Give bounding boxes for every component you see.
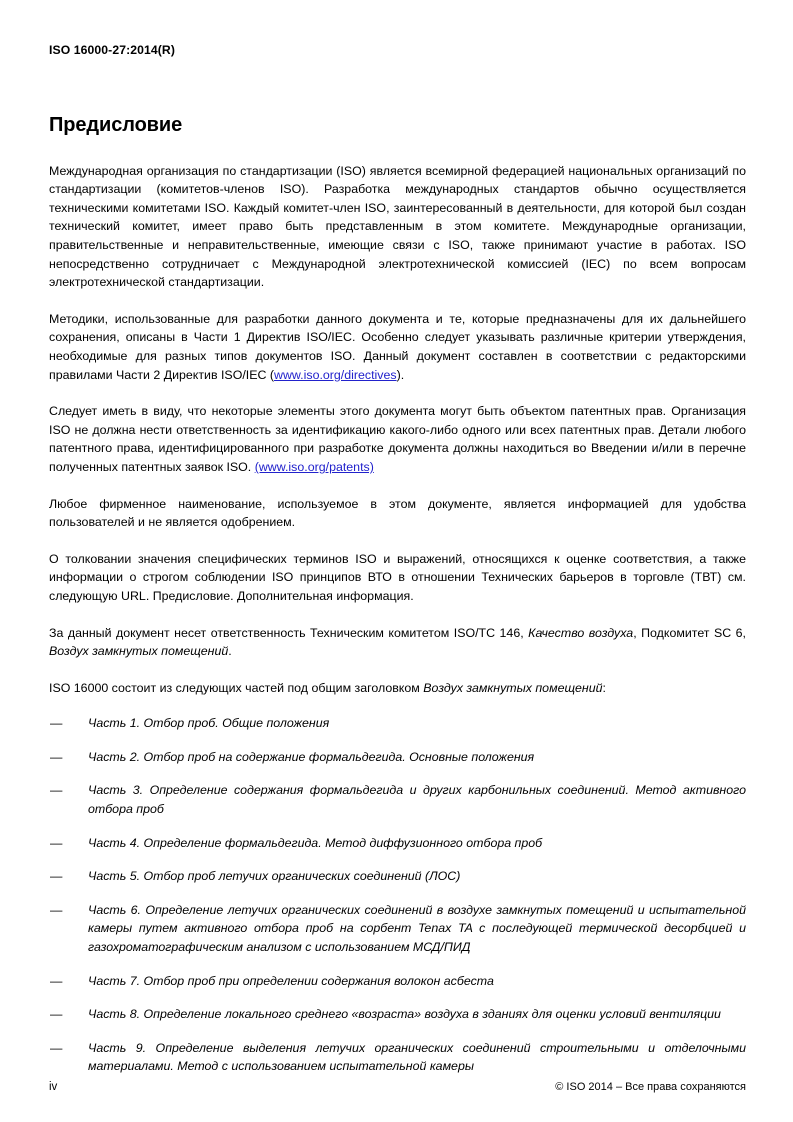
- paragraph-iso-description: Международная организация по стандартизации (ISO) является всемирной федерацией национальных организаций по стандартизации (комитетов-членов ISO). Разработка международных стандартов обычно осуществляется техническими комитетами ISO. Каждый комитет-член ISO, заинтересованный в деятельности, для которой был создан технический комитет, имеет право быть представленным в этом комитете. Международные организации, правительственные и неправительственные, имеющие связи с ISO, также принимают участие в работах. ISO непосредственно сотрудничает с Международной электротехнической комиссией (IEC) по всем вопросам электротехнической стандартизации.: [49, 163, 746, 290]
- title-spacer: [49, 137, 746, 162]
- page-title: Предисловие: [49, 113, 183, 136]
- list-item: [49, 1039, 746, 1076]
- list-item: [49, 714, 746, 733]
- committee-title-air-quality: Качество воздуха: [528, 625, 634, 640]
- list-item: [49, 1005, 746, 1024]
- em-dash-marker: —: [50, 1007, 63, 1022]
- paragraph-gap: [49, 292, 746, 310]
- parts-intro-colon: :: [602, 680, 606, 695]
- list-item-label: Часть 4. Определение формальдегида. Метод диффузионного отбора проб: [88, 835, 543, 850]
- em-dash-marker: —: [50, 869, 63, 884]
- list-item: [49, 748, 746, 767]
- list-item-label: Часть 3. Определение содержания формальдегида и других карбонильных соединений. Метод активного отбора проб: [88, 783, 746, 817]
- committee-title-indoor-air: Воздух замкнутых помещений: [49, 644, 229, 659]
- parts-intro-title: Воздух замкнутых помещений: [423, 680, 603, 695]
- paragraph-patents: [49, 402, 746, 476]
- copyright-notice: © ISO 2014 – Все права сохраняются: [555, 1081, 746, 1093]
- list-item-label: Часть 1. Отбор проб. Общие положения: [88, 716, 330, 731]
- page-content: [49, 0, 746, 1091]
- list-item-label: Часть 6. Определение летучих органических соединений в воздухе замкнутых помещений и испытательной камеры путем активного отбора проб на сорбент Tenax TA с последующей термической десорбцией и газохроматографическим анализом с использованием МСД/ПИД: [88, 902, 746, 955]
- paragraph-directives: [49, 310, 746, 384]
- paragraph-parts-intro: [49, 679, 746, 698]
- list-item: [49, 781, 746, 818]
- paragraph-gap: [49, 384, 746, 402]
- list-item: [49, 834, 746, 853]
- list-item-label: Часть 8. Определение локального среднего «возраста» воздуха в зданиях для оценки условий вентиляции: [88, 1007, 721, 1022]
- em-dash-marker: —: [50, 902, 63, 917]
- list-gap: [49, 697, 746, 714]
- paragraph-gap: [49, 532, 746, 550]
- em-dash-marker: —: [50, 973, 63, 988]
- link-iso-directives[interactable]: www.iso.org/directives: [274, 367, 397, 382]
- paragraph-trade-names: Любое фирменное наименование, используемое в этом документе, является информацией для удобства пользователей и не является одобрением.: [49, 496, 746, 530]
- paragraph-committee: [49, 624, 746, 661]
- committee-text-part2: , Подкомитет SC 6,: [633, 625, 746, 640]
- document-header: ISO 16000-27:2014(R): [49, 43, 175, 57]
- committee-text-part3: .: [228, 644, 232, 659]
- list-item-label: Часть 2. Отбор проб на содержание формальдегида. Основные положения: [88, 749, 535, 764]
- page-footer: [49, 1081, 746, 1093]
- em-dash-marker: —: [50, 1040, 63, 1055]
- list-item-label: Часть 7. Отбор проб при определении содержания волокон асбеста: [88, 973, 494, 988]
- paragraph-gap: [49, 477, 746, 495]
- em-dash-marker: —: [50, 716, 63, 731]
- em-dash-marker: —: [50, 749, 63, 764]
- em-dash-marker: —: [50, 835, 63, 850]
- em-dash-marker: —: [50, 783, 63, 798]
- paragraph-directives-text: Методики, использованные для разработки данного документа и те, которые предназначены для их дальнейшего сохранения, описаны в Части 1 Директив ISO/IEC. Особенно следует указывать различные критерии утверждения, необходимые для разных типов документов ISO. Данный документ составлен в соответствии с редакторскими правилами Части 2 Директив ISO/IEC (: [49, 311, 747, 382]
- list-item: [49, 867, 746, 886]
- list-item: [49, 972, 746, 991]
- paragraph-gap: [49, 606, 746, 624]
- paragraph-wto-tbt: О толковании значения специфических терминов ISO и выражений, относящихся к оценке соответствия, а также информации о строгом соблюдении ISO принципов ВТО в отношении Технических барьеров в торговле (ТВТ) см. следующую URL. Предисловие. Дополнительная информация.: [49, 551, 746, 603]
- page-number: iv: [49, 1081, 58, 1093]
- list-item-label: Часть 9. Определение выделения летучих органических соединений строительными и отделочными материалами. Метод с использованием испытательной камеры: [88, 1040, 746, 1074]
- list-item: [49, 901, 746, 957]
- committee-text-part1: За данный документ несет ответственность Техническим комитетом ISO/TC 146,: [49, 625, 529, 640]
- iso-parts-list: [49, 714, 746, 1076]
- parts-intro-text: ISO 16000 состоит из следующих частей под общим заголовком: [49, 680, 424, 695]
- paragraph-directives-tail: ).: [396, 367, 405, 382]
- link-iso-patents[interactable]: (www.iso.org/patents): [254, 459, 374, 474]
- list-item-label: Часть 5. Отбор проб летучих органических соединений (ЛОС): [88, 869, 461, 884]
- paragraph-patents-text: Следует иметь в виду, что некоторые элементы этого документа могут быть объектом патентных прав. Организация ISO не должна нести ответственность за идентификацию какого-либо одного или всех патентных прав. Детали любого патентного права, идентифицированного при разработке документа должны находиться во Введении и/или в перечне полученных патентных заявок ISO.: [49, 404, 746, 474]
- paragraph-gap: [49, 661, 746, 679]
